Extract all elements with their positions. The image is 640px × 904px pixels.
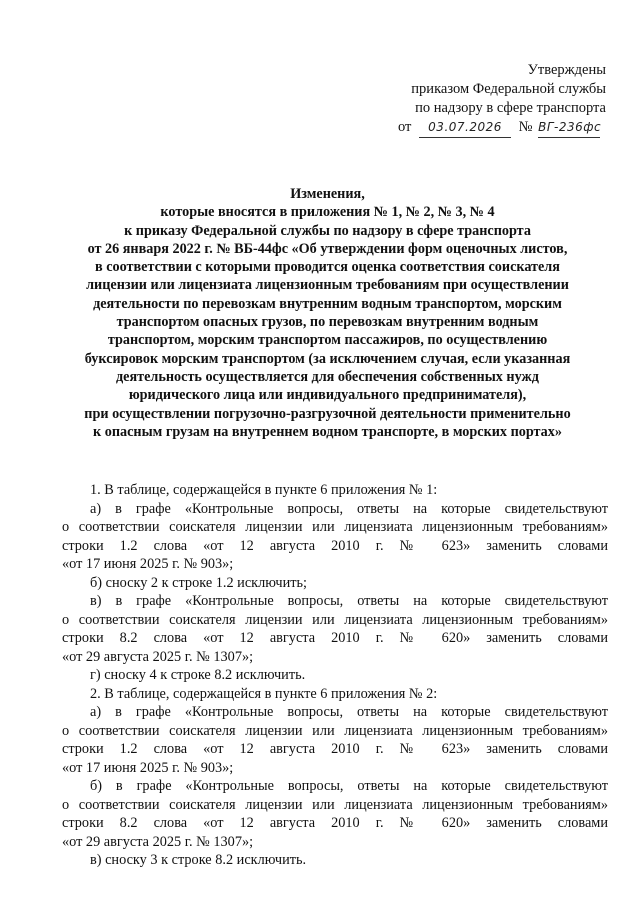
paragraph-line: «от 17 июня 2025 г. № 903»; [62, 759, 234, 776]
paragraph-line: о соответствии соискателя лицензии или лицензиата лицензионным требованиям» [62, 611, 608, 628]
paragraph-line: о соответствии соискателя лицензии или лицензиата лицензионным требованиям» [62, 722, 608, 739]
title-line: которые вносятся в приложения № 1, № 2, № 3, № 4 [160, 204, 495, 221]
date-prefix: от [398, 119, 412, 135]
title-line: юридического лица или индивидуального предпринимателя), [128, 387, 527, 404]
paragraph-line: б) в графе «Контрольные вопросы, ответы на которые свидетельствуют [90, 778, 608, 794]
paragraph-line: о соответствии соискателя лицензии или лицензиата лицензионным требованиям» [62, 519, 608, 535]
paragraph-line: строки 1.2 слова «от 12 августа 2010 г. № 623» заменить словами [62, 537, 608, 554]
paragraph-line: «от 29 августа 2025 г. № 1307»; [62, 833, 254, 850]
approval-line-1: Утверждены [527, 62, 606, 78]
paragraph-line: а) в графе «Контрольные вопросы, ответы на которые свидетельствуют [90, 704, 608, 720]
item-1-b: б) сноску 2 к строке 1.2 исключить; [90, 574, 307, 591]
approval-line-3: по надзору в сфере транспорта [415, 100, 606, 116]
title-line: буксировок морским транспортом (за исключением случая, если указанная [84, 350, 571, 367]
title-line: лицензии или лицензиата лицензионным требованиям при осуществлении [86, 277, 569, 294]
title-line: транспортом опасных грузов, по перевозкам внутренним водным [116, 314, 539, 331]
paragraph-line: в) в графе «Контрольные вопросы, ответы на которые свидетельствуют [90, 593, 608, 609]
paragraph-line: строки 1.2 слова «от 12 августа 2010 г. № 623» заменить словами [62, 741, 608, 757]
title-line: деятельность осуществляется для обеспечения собственных нужд [116, 368, 539, 385]
title-line: Изменения, [290, 186, 365, 202]
title-line: в соответствии с которыми проводится оценка соответствия соискателя [95, 259, 560, 276]
item-2-a [62, 703, 608, 777]
title-line: от 26 января 2022 г. № ВБ-44фс «Об утверждении форм оценочных листов, [87, 240, 568, 257]
document-title [50, 185, 605, 441]
title-line: к опасным грузам на внутреннем водном транспорте, в морских портах» [93, 423, 562, 440]
item-1-g: г) сноску 4 к строке 8.2 исключить. [90, 667, 306, 683]
paragraph-line: строки 8.2 слова «от 12 августа 2010 г. № 620» заменить словами [62, 630, 608, 646]
item-2-heading: 2. В таблице, содержащейся в пункте 6 приложения № 2: [90, 685, 438, 702]
paragraph-line: а) в графе «Контрольные вопросы, ответы на которые свидетельствуют [90, 500, 608, 517]
title-line: к приказу Федеральной службы по надзору в сфере транспорта [124, 222, 531, 239]
item-1-heading: 1. В таблице, содержащейся в пункте 6 приложения № 1: [90, 482, 438, 498]
item-2-v: в) сноску 3 к строке 8.2 исключить. [90, 852, 307, 868]
handwritten-date: 03.07.2026 [419, 118, 511, 138]
item-1-v [62, 592, 608, 666]
approval-block [376, 61, 606, 138]
handwritten-number: ВГ-236фс [538, 118, 600, 138]
title-line: деятельности по перевозкам внутренним водным транспортом, морским [93, 295, 562, 312]
number-prefix: № [518, 119, 533, 135]
paragraph-line: строки 8.2 слова «от 12 августа 2010 г. № 620» заменить словами [62, 815, 608, 831]
paragraph-line: «от 29 августа 2025 г. № 1307»; [62, 648, 254, 665]
paragraph-line: о соответствии соискателя лицензии или лицензиата лицензионным требованиям» [62, 796, 608, 813]
paragraph-line: «от 17 июня 2025 г. № 903»; [62, 556, 234, 572]
approval-line-2: приказом Федеральной службы [411, 81, 606, 97]
approval-date-line [376, 118, 606, 138]
title-line: при осуществлении погрузочно-разгрузочной деятельности применительно [84, 405, 571, 422]
document-body [62, 481, 608, 870]
item-1-a [62, 500, 608, 574]
title-line: транспортом, морским транспортом пассажиров, по осуществлению [107, 332, 548, 349]
item-2-b [62, 777, 608, 851]
